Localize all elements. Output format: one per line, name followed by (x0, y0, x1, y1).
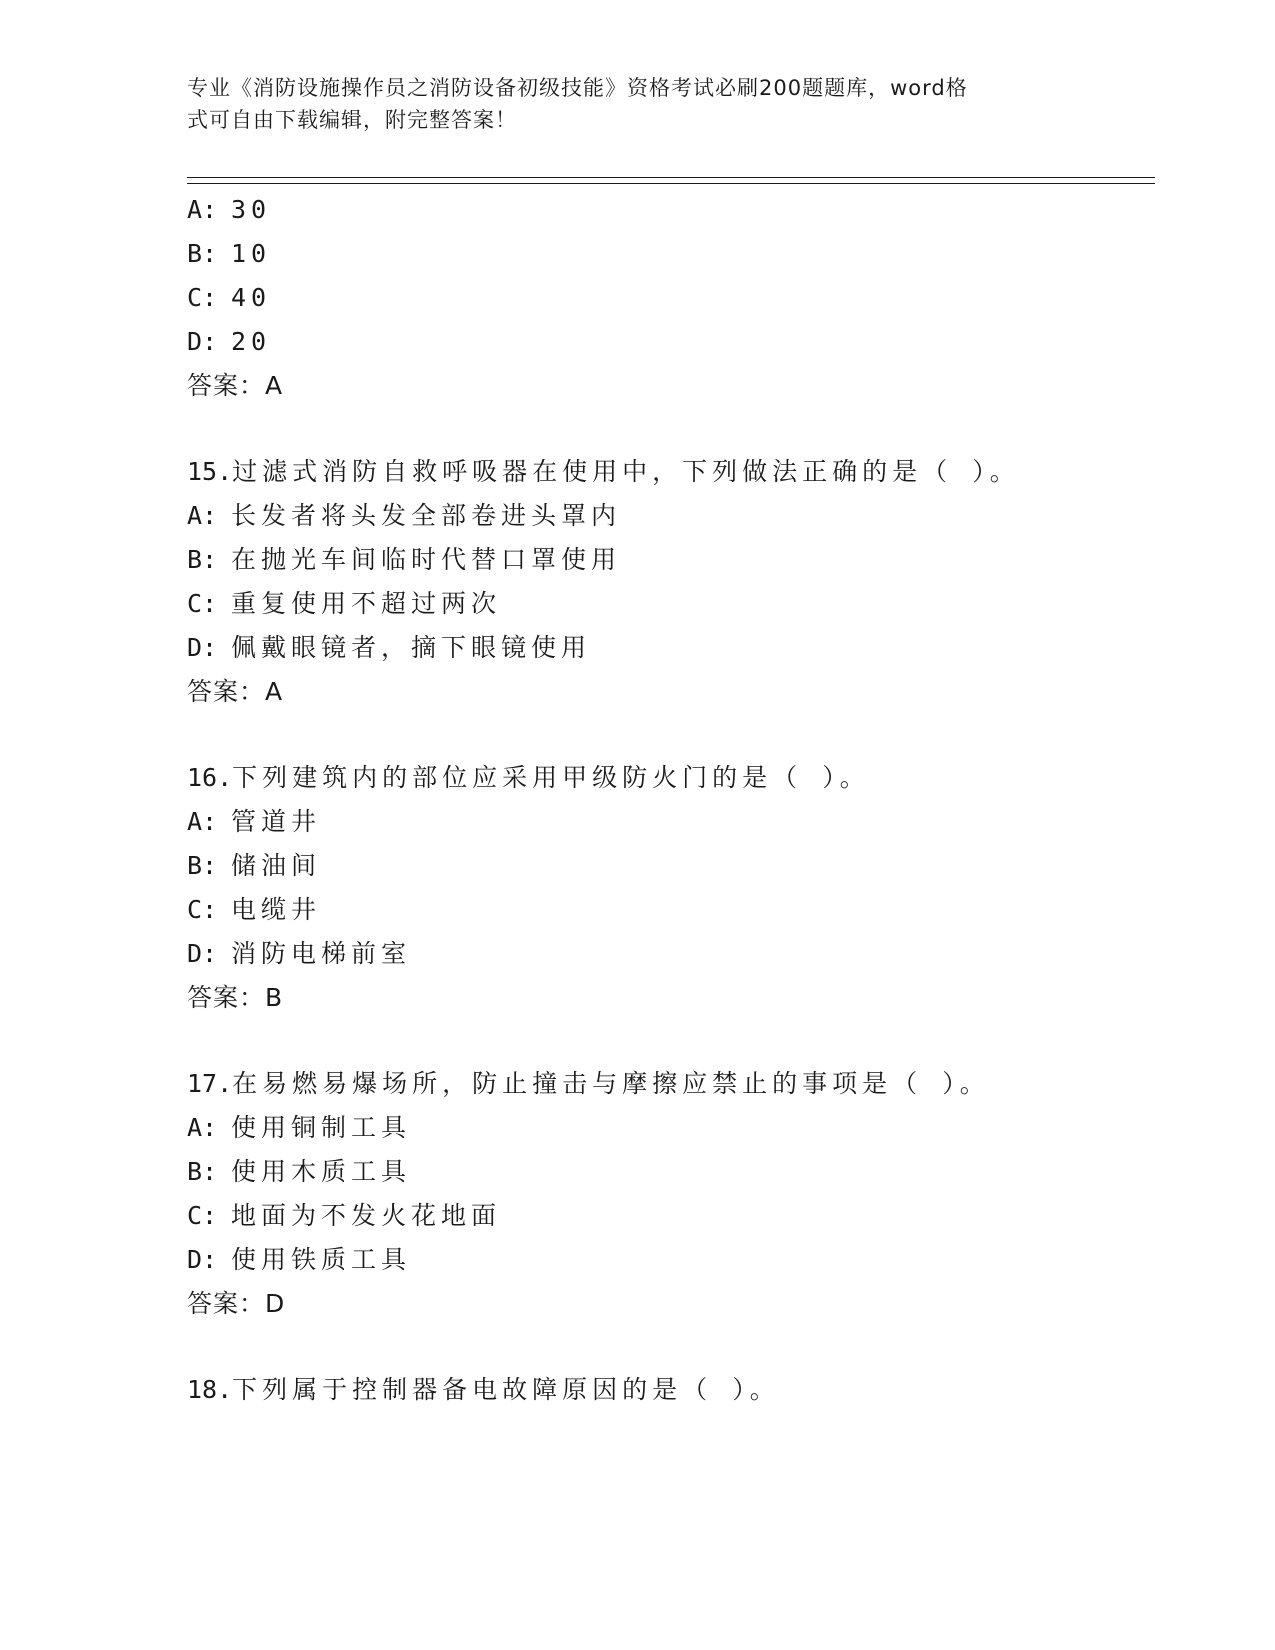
option-d (187, 326, 271, 358)
question-number: 15. (187, 457, 233, 486)
option-label: C: (187, 589, 218, 618)
option-text: 30 (231, 195, 272, 224)
option-b (187, 544, 621, 576)
option-text: 消防电梯前室 (231, 939, 412, 968)
option-d (187, 1244, 411, 1276)
question-number: 17. (187, 1069, 233, 1098)
option-d (187, 938, 411, 970)
option-text: 10 (231, 239, 272, 268)
option-label: B: (187, 545, 218, 574)
question-number: 18. (187, 1375, 233, 1404)
option-text: 电缆井 (231, 895, 322, 924)
option-label: D: (187, 1245, 218, 1274)
option-b (187, 850, 321, 882)
option-a (187, 1112, 411, 1144)
option-a (187, 194, 271, 226)
option-text: 使用木质工具 (231, 1157, 412, 1186)
option-d (187, 632, 591, 664)
option-label: C: (187, 895, 218, 924)
answer-line: 答案：D (187, 1289, 286, 1318)
question-stem (187, 762, 870, 794)
question-text: 在易燃易爆场所，防止撞击与摩擦应禁止的事项是（ ）。 (232, 1069, 990, 1098)
header-line-2: 式可自由下载编辑，附完整答案！ (187, 108, 517, 132)
option-label: C: (187, 283, 218, 312)
option-label: D: (187, 633, 218, 662)
option-c (187, 894, 321, 926)
option-text: 使用铜制工具 (231, 1113, 412, 1142)
option-text: 20 (231, 327, 272, 356)
option-label: B: (187, 851, 218, 880)
option-label: A: (187, 807, 218, 836)
option-text: 使用铁质工具 (231, 1245, 412, 1274)
option-label: C: (187, 1201, 218, 1230)
header-rule-bottom (187, 183, 1155, 184)
option-label: A: (187, 1113, 218, 1142)
option-text: 管道井 (231, 807, 322, 836)
option-label: D: (187, 939, 218, 968)
option-label: D: (187, 327, 218, 356)
option-label: B: (187, 1157, 218, 1186)
option-c (187, 282, 271, 314)
option-label: B: (187, 239, 218, 268)
header-line-1: 专业《消防设施操作员之消防设备初级技能》资格考试必刷200题题库，word格 (187, 76, 968, 100)
option-text: 重复使用不超过两次 (231, 589, 502, 618)
option-c (187, 1200, 501, 1232)
option-text: 40 (231, 283, 272, 312)
document-header (187, 72, 1067, 136)
option-c (187, 588, 501, 620)
answer-line: 答案：B (187, 983, 284, 1012)
option-a (187, 806, 321, 838)
option-b (187, 238, 271, 270)
option-label: A: (187, 501, 218, 530)
question-text: 过滤式消防自救呼吸器在使用中，下列做法正确的是（ ）。 (232, 457, 1020, 486)
option-text: 在抛光车间临时代替口罩使用 (231, 545, 622, 574)
answer-line: 答案：A (187, 371, 284, 400)
question-text: 下列建筑内的部位应采用甲级防火门的是（ ）。 (232, 763, 870, 792)
question-number: 16. (187, 763, 233, 792)
answer-line: 答案：A (187, 677, 284, 706)
question-text: 下列属于控制器备电故障原因的是（ ）。 (232, 1375, 780, 1404)
question-stem (187, 1068, 990, 1100)
question-stem (187, 1374, 780, 1406)
option-text: 地面为不发火花地面 (231, 1201, 502, 1230)
option-text: 长发者将头发全部卷进头罩内 (231, 501, 622, 530)
option-b (187, 1156, 411, 1188)
header-rule-top (187, 177, 1155, 178)
option-text: 储油间 (231, 851, 322, 880)
question-stem (187, 456, 1020, 488)
option-a (187, 500, 621, 532)
option-text: 佩戴眼镜者，摘下眼镜使用 (231, 633, 592, 662)
option-label: A: (187, 195, 218, 224)
